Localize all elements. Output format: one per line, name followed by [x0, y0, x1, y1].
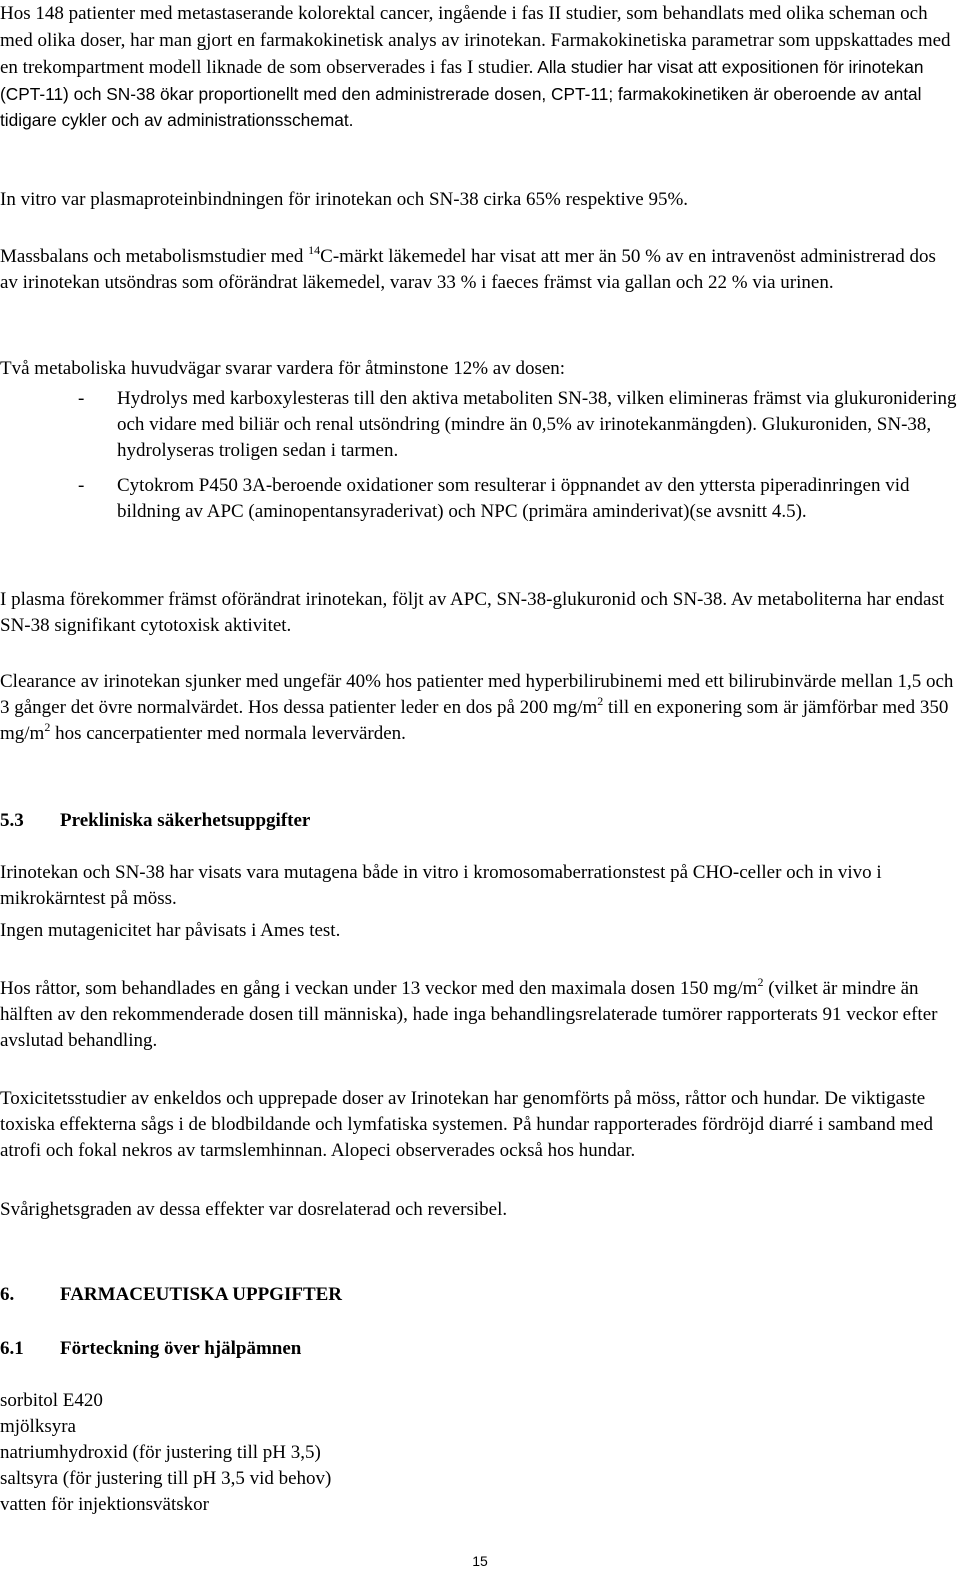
- page-number: 15: [472, 1553, 488, 1569]
- list-item-text: Hydrolys med karboxylesteras till den aktiva metaboliten SN-38, vilken elimineras främst via glukuronidering och vidare med biliär och renal utsöndring (mindre än 0,5% av irinotekanmängden). Glukuroniden, SN-38, hydrolyseras troligen sedan i tarmen.: [117, 388, 957, 461]
- pathways-intro: Två metaboliska huvudvägar svarar vardera för åtminstone 12% av dosen:: [0, 358, 566, 379]
- clearance-superscript-1: 2: [597, 694, 604, 708]
- clearance-superscript-2: 2: [44, 720, 51, 734]
- toxicity-paragraph: Toxicitetsstudier av enkeldos och upprepade doser av Irinotekan har genomförts på möss, råttor och hundar. De viktigaste toxiska effekterna sågs i de blodbildande och lymfatiska systemen. På hundar rapporterades fördröjd diarré i samband med atrofi och fokal nekros av tarmslemhinnan. Alopeci observerades också hos hundar.: [0, 1088, 934, 1161]
- section-number: 5.3: [0, 810, 24, 831]
- section-number: 6.1: [0, 1338, 24, 1359]
- protein-binding-paragraph: In vitro var plasmaproteinbindningen för irinotekan och SN-38 cirka 65% respektive 95%.: [0, 189, 689, 210]
- mass-text-before: Massbalans och metabolismstudier med: [0, 246, 309, 267]
- rat-text-1: Hos råttor, som behandlades en gång i veckan under 13 veckor med den maximala dosen 150 mg/m: [0, 978, 758, 999]
- excipient-item: natriumhydroxid (för justering till pH 3,5): [0, 1442, 321, 1463]
- pk-text-part1: Hos 148 patienter med metastaserande kolorektal cancer, ingående i fas II studier, som behandlats med olika scheman och med olika doser, har man gjort en farmakokinetisk analys av irinotekan. Farmakokinetiska parametrar som uppskattades med en trekompartment modell liknade de som observerades i fas I studier.: [0, 3, 951, 78]
- clearance-text-1: Clearance av irinotekan sjunker med ungefär 40% hos patienter med hyperbilirubinemi med ett bilirubinvärde mellan 1,5 och 3 gånger det övre normalvärdet. Hos dessa patienter leder en dos på 200 mg/m: [0, 671, 954, 718]
- pk-text-part2: Alla studier har visat att expositionen för irinotekan (CPT-11) och SN-38 ökar proportionellt med den administrerade dosen, CPT-11; farmakokinetiken är oberoende av antal tidigare cykler och av administrationsschemat.: [0, 57, 924, 130]
- severity-paragraph: Svårighetsgraden av dessa effekter var dosrelaterad och reversibel.: [0, 1199, 508, 1220]
- excipient-list: [0, 1388, 958, 1518]
- mass-balance-paragraph: [0, 244, 958, 296]
- clearance-text-2: till en exponering som är jämförbar med 350 mg/m: [0, 697, 949, 744]
- list-dash: -: [78, 388, 85, 409]
- section-number: 6.: [0, 1284, 15, 1305]
- excipient-item: mjölksyra: [0, 1416, 76, 1437]
- list-dash: -: [78, 475, 85, 496]
- excipient-item: vatten för injektionsvätskor: [0, 1494, 209, 1515]
- section-title: FARMACEUTISKA UPPGIFTER: [60, 1284, 343, 1305]
- rat-study-paragraph: [0, 976, 958, 1054]
- ames-paragraph: Ingen mutagenicitet har påvisats i Ames test.: [0, 920, 341, 941]
- list-item-text: Cytokrom P450 3A-beroende oxidationer som resulterar i öppnandet av den yttersta piperadinringen vid bildning av APC (aminopentansyraderivat) och NPC (primära aminderivat)(se avsnitt 4.5).: [117, 475, 910, 522]
- rat-text-2: (vilket är mindre än hälften av den rekommenderade dosen till människa), hade inga behandlingsrelaterade tumörer rapporterats 91 veckor efter avslutad behandling.: [0, 978, 938, 1051]
- mass-superscript: 14: [308, 243, 321, 257]
- plasma-paragraph: I plasma förekommer främst oförändrat irinotekan, följt av APC, SN-38-glukuronid och SN-38. Av metaboliterna har endast SN-38 signifikant cytotoxisk aktivitet.: [0, 589, 945, 636]
- excipient-item: sorbitol E420: [0, 1390, 103, 1411]
- clearance-paragraph: [0, 669, 958, 747]
- section-title: Prekliniska säkerhetsuppgifter: [60, 810, 311, 831]
- mass-text-after: C-märkt läkemedel har visat att mer än 50 % av en intravenöst administrerad dos av irinotekan utsöndras som oförändrat läkemedel, varav 33 % i faeces främst via gallan och 22 % via urinen.: [0, 246, 936, 293]
- mutagenicity-paragraph: Irinotekan och SN-38 har visats vara mutagena både in vitro i kromosomaberrationstest på CHO-celler och in vivo i mikrokärntest på möss.: [0, 862, 882, 909]
- section-title: Förteckning över hjälpämnen: [60, 1338, 302, 1359]
- rat-superscript: 2: [757, 975, 764, 989]
- excipient-item: saltsyra (för justering till pH 3,5 vid behov): [0, 1468, 332, 1489]
- pharmacokinetics-paragraph: [0, 0, 958, 133]
- clearance-text-3: hos cancerpatienter med normala levervärden.: [50, 723, 406, 744]
